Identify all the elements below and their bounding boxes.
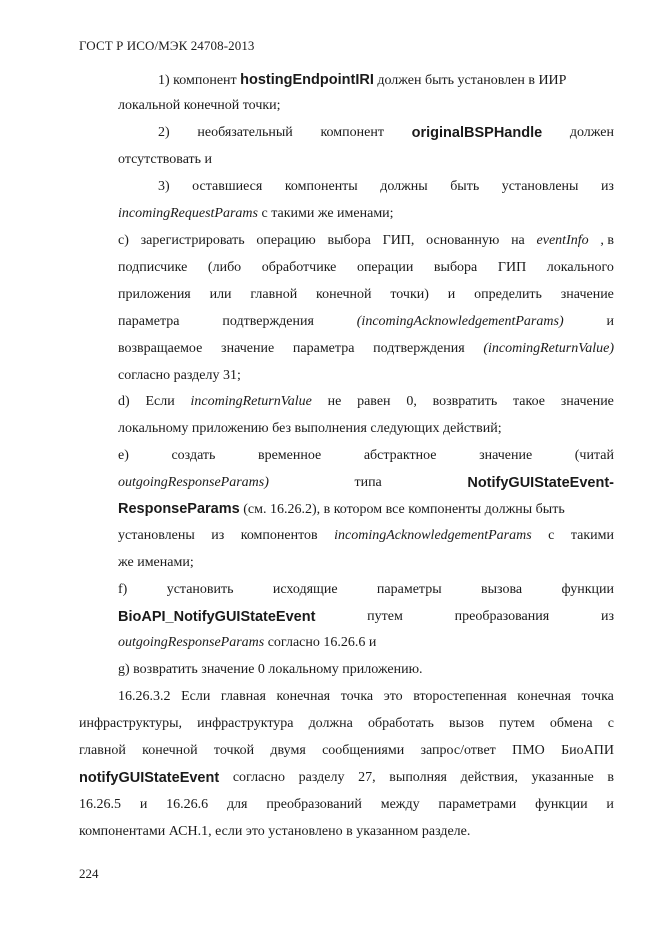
- text-run: подтверждения: [222, 314, 314, 329]
- text-run: компоненты: [284, 179, 358, 194]
- text-run: функции: [561, 582, 614, 597]
- identifier-italic: (incomingAcknowledgementParams): [356, 314, 564, 329]
- text-run: подписчике: [118, 260, 188, 275]
- text-run: 27,: [358, 770, 376, 785]
- text-run: локальной конечной точки;: [118, 98, 281, 113]
- text-run: (см. 16.26.2), в котором все компоненты должны быть: [239, 502, 565, 517]
- text-run: конечная: [517, 689, 571, 704]
- text-line: [118, 581, 614, 599]
- text-run: между: [380, 797, 420, 812]
- text-run: возвратить: [432, 394, 498, 409]
- text-run: с такими же именами;: [257, 206, 394, 221]
- text-run: 3): [158, 179, 170, 194]
- text-run: ГИП,: [382, 233, 415, 248]
- text-run: это: [383, 689, 403, 704]
- text-run: преобразования: [454, 609, 550, 624]
- running-header: ГОСТ Р ИСО/МЭК 24708-2013: [79, 38, 255, 53]
- text-run: , в: [600, 233, 614, 248]
- text-run: параметры: [376, 582, 442, 597]
- text-run: согласно разделу 31;: [118, 368, 241, 383]
- text-run: с: [548, 528, 555, 543]
- text-run: возвращаемое: [118, 341, 203, 356]
- text-line: [118, 608, 614, 626]
- text-run: вызова: [481, 582, 523, 597]
- text-line: [79, 769, 614, 787]
- text-line: [118, 205, 394, 223]
- text-run: из: [600, 179, 614, 194]
- text-line: [118, 151, 212, 169]
- text-run: такое: [513, 394, 545, 409]
- text-run: преобразований: [266, 797, 362, 812]
- identifier-italic: incomingRequestParams: [118, 206, 258, 221]
- text-run: с: [607, 716, 614, 731]
- text-run: и: [606, 314, 614, 329]
- text-run: инфраструктура: [197, 716, 294, 731]
- text-line: [118, 232, 614, 250]
- text-run: обработать: [367, 716, 434, 731]
- text-run: Если: [145, 394, 175, 409]
- text-run: точкой: [213, 743, 255, 758]
- text-run: определить: [474, 287, 542, 302]
- text-run: 2): [158, 125, 170, 140]
- text-line: [79, 715, 614, 733]
- text-run: главной: [250, 287, 298, 302]
- text-run: отсутствовать и: [118, 152, 213, 167]
- text-run: подтверждения: [373, 341, 465, 356]
- text-line: [118, 634, 376, 652]
- text-run: инфраструктуры,: [79, 716, 183, 731]
- text-run: локальному приложению без выполнения следующих действий;: [118, 421, 502, 436]
- text-line: [158, 71, 566, 90]
- text-run: и: [139, 797, 148, 812]
- text-line: [118, 313, 614, 331]
- text-run: путем: [499, 716, 535, 731]
- text-line: [79, 796, 614, 814]
- text-line: [158, 124, 614, 142]
- text-run: выбора: [327, 233, 371, 248]
- text-run: 1) компонент: [158, 73, 241, 88]
- identifier-italic: incomingReturnValue: [190, 394, 312, 409]
- text-run: ПМО: [512, 743, 545, 758]
- text-run: локального: [546, 260, 614, 275]
- text-line: [118, 340, 614, 358]
- text-run: главной: [79, 743, 126, 758]
- text-run: быть: [450, 179, 480, 194]
- text-run: сообщениями: [322, 743, 405, 758]
- text-run: абстрактное: [363, 448, 437, 463]
- identifier-bold: notifyGUIStateEvent: [79, 770, 220, 786]
- text-line: [118, 420, 502, 438]
- text-run: значение: [560, 394, 614, 409]
- text-run: создать: [171, 448, 216, 463]
- text-run: должен быть установлен в ИИР: [373, 73, 567, 88]
- text-line: [118, 661, 423, 679]
- text-run: g) возвратить значение 0 локальному приложению.: [118, 662, 423, 677]
- text-run: необязательный: [197, 125, 293, 140]
- text-run: БиоАПИ: [561, 743, 614, 758]
- identifier-bold: BioAPI_NotifyGUIStateEvent: [118, 609, 316, 625]
- text-line: [118, 393, 614, 411]
- text-run: операцию: [256, 233, 316, 248]
- text-run: f): [118, 582, 128, 597]
- text-run: значение: [221, 341, 275, 356]
- text-run: установлены: [118, 528, 195, 543]
- identifier-italic: outgoingResponseParams): [118, 475, 269, 490]
- text-run: равен: [357, 394, 391, 409]
- identifier-bold: hostingEndpointIRI: [240, 72, 374, 88]
- text-line: [118, 500, 565, 519]
- text-line: [79, 823, 470, 841]
- text-run: компонентами АСН.1, если это установлено в указанном разделе.: [79, 824, 471, 839]
- text-run: исходящие: [272, 582, 338, 597]
- text-line: [118, 447, 614, 465]
- text-run: указанные: [531, 770, 594, 785]
- text-run: выбора: [433, 260, 478, 275]
- text-run: обработчике: [261, 260, 337, 275]
- text-run: вызов: [448, 716, 485, 731]
- text-run: должны: [380, 179, 428, 194]
- text-run: оставшиеся: [192, 179, 263, 194]
- text-run: параметра: [118, 314, 180, 329]
- text-run: параметра: [292, 341, 355, 356]
- text-line: [118, 259, 614, 277]
- text-run: путем: [367, 609, 403, 624]
- text-run: зарегистрировать: [140, 233, 245, 248]
- text-run: такими: [570, 528, 614, 543]
- text-run: или: [209, 287, 232, 302]
- text-run: из: [600, 609, 614, 624]
- text-run: выполняя: [389, 770, 447, 785]
- text-run: типа: [354, 475, 382, 490]
- text-run: точка: [340, 689, 374, 704]
- text-run: 16.26.3.2: [118, 689, 171, 704]
- text-line: [118, 97, 281, 115]
- text-run: компонентов: [240, 528, 318, 543]
- text-run: Если: [181, 689, 211, 704]
- text-run: 0,: [406, 394, 417, 409]
- text-run: параметрами: [438, 797, 517, 812]
- text-run: второстепенная: [413, 689, 507, 704]
- text-run: на: [511, 233, 525, 248]
- text-run: главная: [220, 689, 266, 704]
- text-line: [79, 742, 614, 760]
- identifier-italic: incomingAcknowledgementParams: [334, 528, 532, 543]
- text-run: для: [226, 797, 248, 812]
- text-run: приложения: [118, 287, 191, 302]
- text-run: разделу: [298, 770, 345, 785]
- page-number: 224: [79, 866, 99, 881]
- text-run: точки): [390, 287, 429, 302]
- text-run: установить: [166, 582, 234, 597]
- identifier-bold: originalBSPHandle: [411, 125, 543, 141]
- text-run: значение: [560, 287, 614, 302]
- identifier-italic: eventInfo: [536, 233, 589, 248]
- text-run: 16.26.6: [166, 797, 209, 812]
- text-run: установлены: [501, 179, 579, 194]
- text-run: конечной: [316, 287, 372, 302]
- text-run: конечная: [276, 689, 331, 704]
- text-run: временное: [257, 448, 322, 463]
- text-run: e): [118, 448, 129, 463]
- text-line: [118, 688, 614, 706]
- text-run: действия,: [460, 770, 518, 785]
- text-run: согласно 16.26.6 и: [264, 635, 377, 650]
- text-run: и: [447, 287, 456, 302]
- text-run: (читай: [574, 448, 614, 463]
- text-run: согласно: [232, 770, 285, 785]
- text-run: из: [211, 528, 225, 543]
- text-run: запрос/ответ: [420, 743, 496, 758]
- identifier-italic: outgoingResponseParams: [118, 635, 265, 650]
- identifier-bold: NotifyGUIStateEvent-: [467, 475, 614, 491]
- text-run: двумя: [270, 743, 306, 758]
- text-run: ГИП: [497, 260, 527, 275]
- text-line: [118, 286, 614, 304]
- text-run: точка: [581, 689, 614, 704]
- text-run: 16.26.5: [79, 797, 121, 812]
- text-run: компонент: [320, 125, 384, 140]
- text-run: не: [327, 394, 342, 409]
- text-line: [158, 178, 614, 196]
- text-run: (либо: [207, 260, 242, 275]
- text-run: значение: [479, 448, 533, 463]
- identifier-bold: ResponseParams: [118, 501, 240, 517]
- text-run: должна: [308, 716, 353, 731]
- text-run: d): [118, 394, 130, 409]
- text-line: [118, 474, 614, 492]
- text-line: [118, 527, 614, 545]
- text-run: основанную: [426, 233, 500, 248]
- text-run: операции: [356, 260, 414, 275]
- text-run: должен: [569, 125, 614, 140]
- text-run: же именами;: [118, 555, 194, 570]
- identifier-italic: (incomingReturnValue): [483, 341, 614, 356]
- text-line: [118, 367, 241, 385]
- text-run: функции: [535, 797, 588, 812]
- text-run: обмена: [549, 716, 593, 731]
- text-run: конечной: [142, 743, 198, 758]
- text-run: и: [606, 797, 614, 812]
- text-line: [118, 554, 194, 572]
- text-run: в: [607, 770, 614, 785]
- text-run: c): [118, 233, 129, 248]
